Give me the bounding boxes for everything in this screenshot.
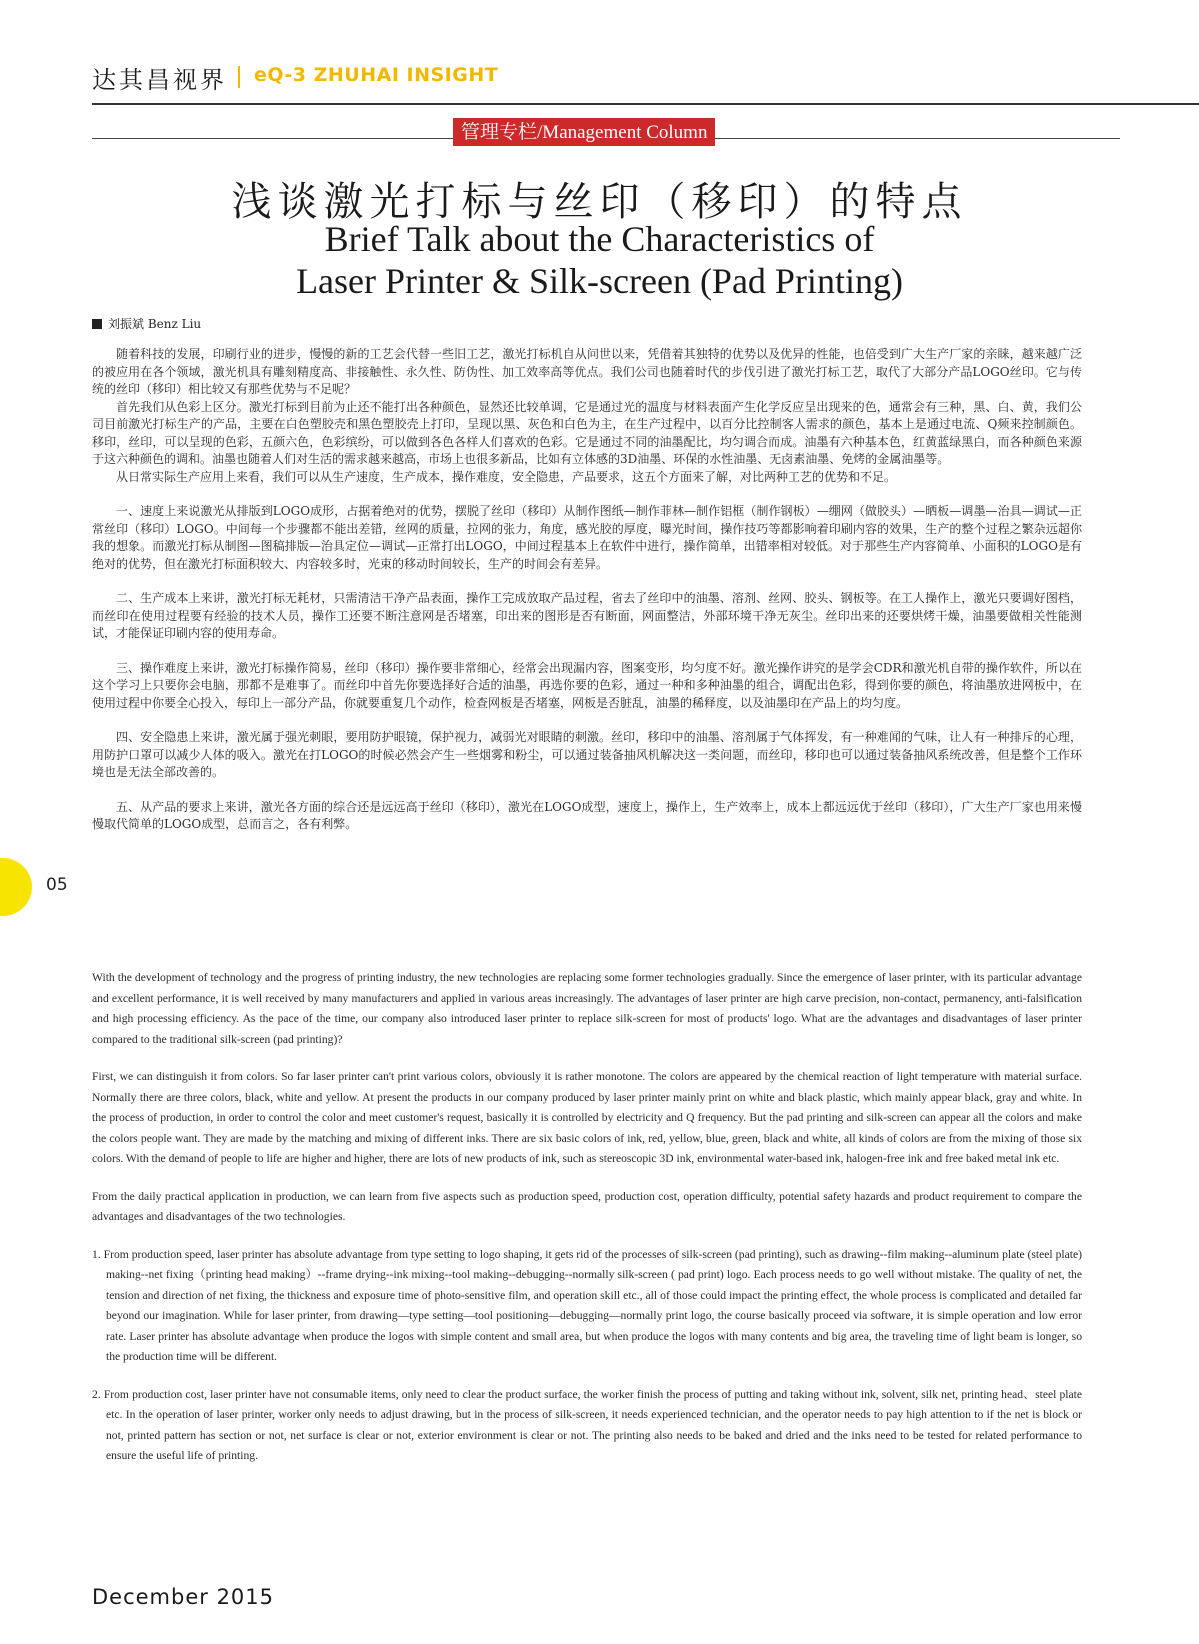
cn-paragraph: 一、速度上来说激光从排版到LOGO成形，占据着绝对的优势，摆脱了丝印（移印）从制作图纸—制作菲林—制作铝框（制作钢板）—绷网（做胶头）—晒板—调墨—治具—调试—正常丝印（移印）LOGO。中间每一个步骤都不能出差错，丝网的质量，拉网的张力，角度，感光胶的厚度，曝光时间，操作技巧等都影响着印刷内容的效果，生产的整个过程之繁杂远超你我的想象。而激光打标从制图—图稿排版—治具定位—调试—正常打出LOGO，中间过程基本上在软件中进行，操作简单，出错率相对较低。对于那些生产内容简单、小面积的LOGO是有绝对的优势，但在激光打标面积较大、内容较多时，光束的移动时间较长，生产的时间会有差异。 (92, 504, 1082, 571)
en-paragraph: With the development of technology and the progress of printing industry, the new technologies are replacing some former technologies gradually. Since the emergence of laser printer, with its particular advantage and excellent performance, it is well received by many manufacturers and applied in various areas increasingly. The advantages of laser printer are high carve precision, non-contact, permanency, anti-falsification and high processing efficiency. As the pace of the time, our company also introduced laser printer to replace silk-screen for most of products' logo. What are the advantages and disadvantages of laser printer compared to the traditional silk-screen (pad printing)? (92, 971, 1082, 1046)
cn-paragraph: 随着科技的发展，印刷行业的进步，慢慢的新的工艺会代替一些旧工艺，激光打标机自从问世以来，凭借着其独特的优势以及优异的性能，也倍受到广大生产厂家的亲睐，越来越广泛的被应用在各个领域，激光机具有雕刻精度高、非接触性、永久性、防伪性、加工效率高等优点。我们公司也随着时代的步伐引进了激光打标工艺，取代了大部分产品LOGO丝印。它与传统的丝印（移印）相比较又有那些优势与不足呢？ (92, 347, 1082, 396)
cn-paragraph: 五、从产品的要求上来讲，激光各方面的综合还是远远高于丝印（移印），激光在LOGO成型，速度上，操作上，生产效率上，成本上都远远优于丝印（移印），广大生产厂家也用来慢慢取代简单的LOGO成型，总而言之，各有利弊。 (92, 799, 1082, 831)
cn-paragraph: 二、生产成本上来讲，激光打标无耗材，只需清洁干净产品表面，操作工完成放取产品过程，省去了丝印中的油墨、溶剂、丝网、胶头、钢板等。在工人操作上，激光只要调好图档，而丝印在使用过程要有经验的技术人员，操作工还要不断注意网是否堵塞，印出来的图形是否有断面，网面整洁，外部环境干净无灰尘。丝印出来的还要烘烤干燥，油墨要做相关性能测试，才能保证印刷内容的使用寿命。 (92, 591, 1082, 640)
en-list-item: 2. From production cost, laser printer have not consumable items, only need to clear the product surface, the worker finish the process of putting and taking without ink, solvent, silk net, printing head、steel plate etc. In the operation of laser printer, worker only needs to adjust drawing, but in the process of silk-screen, it needs experienced technician, and the operator needs to pay high attention to if the net is block or not, printed pattern has section or not, net surface is clear or not, exterior environment is clear or not. The printing also needs to be baked and dried and the inks need to be tested for related performance to ensure the useful life of printing. (92, 1387, 1082, 1462)
author-byline (92, 315, 201, 332)
bullet-square-icon (92, 319, 102, 329)
chinese-article-body (92, 346, 1082, 834)
header-separator (238, 66, 240, 88)
cn-paragraph: 首先我们从色彩上区分。激光打标到目前为止还不能打出各种颜色，显然还比较单调，它是通过光的温度与材料表面产生化学反应呈出现来的色，通常会有三种，黑、白、黄，我们公司目前激光打标生产的产品，主要在白色塑胶壳和黑色塑胶壳上打印，呈现以黑、灰色和白色为主，在生产过程中，以百分比控制客人需求的颜色，基本上是通过电流、Q频来控制颜色。移印，丝印，可以呈现的色彩，五颜六色，色彩缤纷，可以做到各色各样人们喜欢的色彩。它是通过不同的油墨配比，均匀调合而成。油墨有六种基本色，红黄蓝绿黑白，而各种颜色来源于这六种颜色的调和。油墨也随着人们对生活的需求越来越高，市场上也很多新品，比如有立体感的3D油墨、环保的水性油墨、无卤素油墨、免烤的金属油墨等。 (92, 399, 1082, 466)
header-rule (92, 103, 1199, 105)
page-marker-dot (0, 858, 32, 916)
en-paragraph: From the daily practical application in production, we can learn from five aspects such as production speed, production cost, operation difficulty, potential safety hazards and product requirement to compare the advantages and disadvantages of the two technologies. (92, 1189, 1082, 1223)
issue-date: December 2015 (92, 1585, 275, 1609)
article-title-en-line1: Brief Talk about the Characteristics of (324, 219, 875, 259)
en-paragraph: First, we can distinguish it from colors. So far laser printer can't print various colors, obviously it is rather monotone. The colors are appeared by the chemical reaction of light temperature with material surface. Normally there are three colors, black, white and yellow. At present the products in our company produced by laser printer mainly print on white and black plastic, which mainly appear black, gray and white. In the process of production, in order to control the color and meet customer's request, basically it is controlled by electricity and Q frequency. But the pad printing and silk-screen can appear all the colors and make the colors people want. They are made by the matching and mixing of different inks. There are six basic colors of ink, red, yellow, blue, green, black and white, all kinds of colors are from the mixing of those six colors. With the demand of people to life are higher and higher, there are lots of new products of ink, such as stereoscopic 3D ink, environmental water-based ink, halogen-free ink and free baked metal ink etc. (92, 1070, 1082, 1165)
english-article-body (92, 968, 1082, 1484)
cn-paragraph: 四、安全隐患上来讲，激光属于强光刺眼，要用防护眼镜，保护视力，减弱光对眼睛的刺激。丝印，移印中的油墨、溶剂属于气体挥发，有一种难闻的气味，让人有一种排斥的心理，用防护口罩可以减少人体的吸入。激光在打LOGO的时候必然会产生一些烟雾和粉尘，可以通过装备抽风机解决这一类问题，而丝印，移印也可以通过装备抽风系统改善，但是整个工作环境也是无法全部改善的。 (92, 730, 1082, 779)
column-tag-cn: 管理专栏 (461, 122, 538, 143)
cn-paragraph: 三、操作难度上来讲，激光打标操作简易，丝印（移印）操作要非常细心，经常会出现漏内容，图案变形，均匀度不好。激光操作讲究的是学会CDR和激光机自带的操作软件，所以在这个学习上只要你会电脑，那都不是难事了。而丝印中首先你要选择好合适的油墨，再选你要的色彩，通过一种和多种油墨的组合，调配出色彩，得到你要的颜色，将油墨放进网板中，在使用过程中你要全心投入，每印上一部分产品，你就要重复几个动作，检查网板是否堵塞，网板是否脏乱，油墨的稀释度，以及油墨印在产品上的均匀度。 (92, 660, 1082, 710)
author-name: 刘振斌 Benz Liu (108, 317, 202, 331)
en-list-item: 1. From production speed, laser printer has absolute advantage from type setting to logo shaping, it gets rid of the processes of silk-screen (pad printing), such as drawing--film making--aluminum plate (steel plate) making--net fixing（printing head making）--frame drying--ink mixing--tool making--debugging--normally silk-screen ( pad print) logo. Each process needs to go well without mistake. The quality of net, the tension and direction of net fixing, the thickness and exposure time of photo-sensitive film, and operation skill etc., all of those could impact the printing effect, the whole process is complicated and detailed far beyond our imagination. While for laser printer, from drawing—type setting—tool positioning—debugging—normally print logo, the course basically proceed via software, it is simple operation and low error rate. Laser printer has absolute advantage when produce the logos with simple content and small area, but when produce the logos with many contents and big area, the traveling time of light beam is longer, so the production time will be different. (92, 1247, 1082, 1363)
article-title-en-line2: Laser Printer & Silk-screen (Pad Printing) (296, 261, 903, 301)
cn-paragraph: 从日常实际生产应用上来看，我们可以从生产速度，生产成本，操作难度，安全隐患，产品要求，这五个方面来了解，对比两种工艺的优势和不足。 (116, 469, 897, 484)
column-tag (453, 118, 715, 146)
publication-name-en: eQ-3 ZHUHAI INSIGHT (254, 64, 499, 86)
article-title-cn: 浅谈激光打标与丝印（移印）的特点 (231, 179, 968, 225)
column-tag-en: /Management Column (537, 122, 708, 143)
page-number: 05 (46, 875, 68, 895)
publication-name-cn: 达其昌视界 (92, 66, 227, 94)
